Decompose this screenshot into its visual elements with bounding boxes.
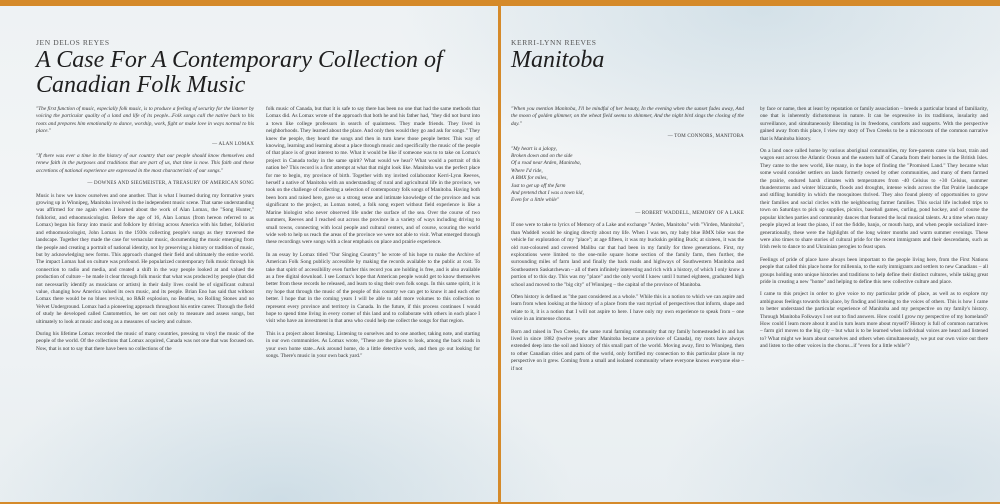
body-paragraph: folk music of Canada, but that it is safe to say there has been no one that had the same methods that Lomax did. As Lomax wrote of the approach that both he and his father had, "they did not burst into a town like college professors in search of quaintness. They made friends. They lived in neighborhoods. They learned about the place. And only then would they go and ask for songs." They knew the people, they heard the songs and then in turn knew those people better. This way of knowing, learning and learning about a place through music and specifically the music of the people of that place is of great interest to me. What it would be like if someone was to to take on Lomax's project in Canada today in the same spirit? What would we hear? What would a portrait of this nation be? This record is a first attempt at what that might look like. Manitoba was the perfect place for me to begin, my province of birth. Together with my invited collaborator Kerri-Lynn Reeves, herself a native of Manitoba with an understanding of rural and agricultural life in the province, we took on the challenge of collecting a selection of contemporary folk songs of Manitoba. Having both been born and raised here, gave us a strong sense and intimate knowledge of the province and was significant to the project, as Lomax noted, a folk song expert without field experience is like a Marine biologist who never observed life under the surface of the sea. Over the course of two summers, Reeves and I reached out across the province in a variety of ways including driving to small towns, connecting with local people and cultural centers, and of course, scouring the world wide web to help us reach the areas of the province we were not able to visit. What emerged through these recordings were songs with a clear emphasis on place and prairie experience. bbox=[266, 106, 480, 246]
body-paragraph: Feelings of pride of place have always been important to the people living here, from the First Nations people that called this place home for millennia, to the early immigrants and settlers to new Canadians – all groups holding onto unique histories and traditions to help define their distinct cultures, while taking great pride in creating a new "home" and helping to define this new collective culture and place. bbox=[760, 256, 988, 285]
epigraph-quote: "The first function of music, especially folk music, is to produce a feeling of security for the listener by voicing the particular quality of a land and life of its people...Folk songs call the native back to his roots and prepares him emotionally to dance, worship, work, fight or make love in ways normal to his place." bbox=[36, 106, 254, 135]
epigraph-quote: "When you mention Manitoba, I'll be mindful of her beauty, In the evening when the sunset fades away, And the moon of golden glimmer, on the wheat field seems to shimmer, And the night bird sings the closing of the day." bbox=[511, 106, 744, 127]
body-paragraph: During his lifetime Lomax recorded the music of many countries, pressing to vinyl the music of the people of the world. Of the collections that Lomax acquired, Canada was not one that was focused on. Now, that is not to say that there have been no collections of the bbox=[36, 330, 254, 352]
body-paragraph: Born and raised in Two Creeks, the same rural farming community that my family homesteaded in and has lived in since 1882 (twelve years after Manitoba became a province of Canada), my roots have always extended deep into the soil and history of this small part of the world. Moving away, first to Winnipeg, then to other Canadian cities and parts of the world, only fortified my connection to this particular place in my perspective on it grew. Coming from a small and isolated community where everyone knows everyone else – if not bbox=[511, 328, 744, 372]
poem-attribution: — ROBERT WADDELL, MEMORY OF A LAKE bbox=[635, 210, 744, 216]
right-article-title: Manitoba bbox=[511, 47, 605, 73]
body-paragraph: In an essay by Lomax titled "Our Singing Country" he wrote of his hope to make the Archive of American Folk Song publicly accessible by making the records available to the public at cost. To take that spirit of accessibility even further this record you are holding is free, and is also available as a free digital download. I see Lomax's hope that American people would get to know themselves better from these records he released, and learn to sing their own folk songs. In this same spirit, it is my hope that through the music of the people of this country we can get to know it and each other better. I hope that in the coming years I will be able to add more volumes to this collection to represent every province and territory in Canada. In the future, if this process continues I would hope to spend time living in every corner of this land and to collaborate with others in each place I visit who have an investment in that area who could help me collect the songs for that region. bbox=[266, 251, 480, 325]
right-column-2 bbox=[760, 106, 988, 356]
body-paragraph: This is a project about listening. Listening to ourselves and to one another, taking note, and starting in our own communities. As Lomax wrote, "These are the places to look, among the back roads in your own home state...Ask around home, do a little detective work, and then go out looking for songs. There's music in your own back yard." bbox=[266, 330, 480, 359]
body-paragraph: On a land once called home by various aboriginal communities, my fore-parents came via boat, train and wagon east across the Atlantic Ocean and the eastern half of Canada from their homes in the British Isles. They came to the new world, like many, in the hope of finding the "Promised Land." They became what some would consider settlers on lands formerly owned by other communities, and many of them farmed the prairie, endured harsh climates with temperatures from -40 Celsius to +30 Celsius, summer thunderstorms and winter blizzards, floods and droughts, intense winds across the flat Prairie landscape and stifling humidity in which the mosquitoes thrived. They also found plenty of opportunities to grow their families and social circles with the neighbouring farmer families. This social life included trips to town on Saturdays to pick up supplies, picnics, baseball games, curling, pond hockey, and of course the popular kitchen parties and community dances that featured the local musical talents. At a time when many people played at least the piano, if not the fiddle, banjo, or mouth harp, and when people socialized inter-generationally, these were the highlights of the long winter months and warm summer evenings. These were also times to share stories of cultural pride for the recent immigrants and their descendants, such as Irish reels to dance to and Ukrainian perogies to feast upon. bbox=[760, 148, 988, 251]
right-column-1 bbox=[511, 106, 744, 378]
epigraph-quote: "If there was ever a time in the history of our country that our people should know themselves and renew faith in the purposes and traditions that are part of us, that time is now. This faith and these accretions of national experience are expressed in the most characteristic of our songs." bbox=[36, 153, 254, 174]
right-author-byline: KERRI-LYNN REEVES bbox=[511, 38, 597, 47]
body-paragraph: Music is how we know ourselves and one another. That is what I learned during my formative years growing up in Winnipeg, Manitoba involved in the independent music scene. That same understanding was affirmed for me again when I learned about the work of Alan Lomax, the "Song Hunter," folklorist, and ethnomusicologist. Before the age of 16, Alan Lomax (from hereon referred to as Lomax) began his foray into music and folklore by driving across America with his father, folklorist and ethnomusicologist, John Lomax in the 1930s collecting people's songs as they traversed the landscape. Together they made the case for vernacular music, documenting the music emerging from the people and creating a portrait of national identity, not by preserving a history or tradition of music, but by acknowledging new forms. This approach changed their field and ultimately the entire world. The impact Lomax had on culture was profound. He popularized contemporary folk music through his connection to radio and media, and created a shift in the way people looked at and valued the production of culture – he made it clear through folk music that what was produced by people (that did not necessarily identify as musicians or artists) in their daily lives could be of significant cultural value, changing how America valued its own music, and its people. Brian Eno has said that without Lomax there would be no blues revival, no R&B explosion, no Beatles, no Rolling Stones and no Velvet Underground. Lomax had a pioneering approach throughout his entire career. Through the field of study he developed called Cantometrics, he set out not only to measure and assess songs, but ultimately to look at music and song as a measures of society and culture. bbox=[36, 192, 254, 325]
body-paragraph: If one were to take to lyrics of Memory of a Lake and exchange "Arden, Manitoba" with "Virden, Manitoba", than Waddell would be singing directly about my life. When I was ten, my baby blue BMX bike was the vehicle for exploration of my "place"; at age fifteen, it was my buckskin gelding Buck; at sixteen, it was the old rust-coloured and covered Malibu car that had been in my family for three generations. First, my explorations were limited to the one-mile square home section of the family farm, then further, the surrounding miles of farm land and finally the back roads and highways of Southwestern Manitoba and Southeastern Saskatchewan – all of them infinitely interesting and rich with a history, of which I only know a portion of to this day. This was my "place" and the only world I knew until I turned eighteen, graduated high school and moved to the "big city" of Winnipeg – the capital of the province of Manitoba. bbox=[511, 222, 744, 288]
left-page bbox=[0, 6, 498, 502]
left-column-2 bbox=[266, 106, 480, 365]
body-paragraph: Often history is defined as "the past considered as a whole." While this is a notion to which we can aspire and learn from when looking at the history of a place from the vast myriad of perspectives that inform, shape and relate to it, it is a notion that I will not aspire to here. I have only my own experience to speak from – one voice in an immense chorus. bbox=[511, 293, 744, 323]
right-page bbox=[501, 6, 1000, 502]
body-paragraph: I came to this project in order to give voice to my particular pride of place, as well as to explore my ambiguous feelings towards this place, by finding and listening to the voices of others. This is how I came to better understand the particular experience of Manitoba and my perspective on my family's history. Through Manitoba Folkways I set out to find answers. How could I grow my perspective of my homeland? How could I learn more about it and in turn learn more about myself? History is full of common narratives – farm girl moves to the big city – but what is to be learned when individual voices are heard and listened to? What might we learn about ourselves and others when simultaneously, we put our own voice out there and listen to the other voices in the chorus...if "even for a little while"? bbox=[760, 291, 988, 350]
poem-excerpt: "My heart is a jalopy, Broken down and on the side Of a road near Arden, Manitoba, Where I'd ride, A BMX for miles, Just to get up off the farm And pretend that I was a town kid, Even for a little while" bbox=[511, 145, 584, 204]
epigraph-attribution: — ALAN LOMAX bbox=[212, 141, 254, 147]
left-author-byline: JEN DELOS REYES bbox=[36, 38, 110, 47]
body-paragraph: by face or name, then at least by reputation or family association – breeds a particular brand of familiarity, one that is inherently dichotomous in nature. It can be expressive in its traditions, insularity and surveillance, and simultaneously liberating in its freedoms, comforts and supports. With the perspective gained away from this place, I view my story of Two Creeks to be a microcosm of the common narrative that is Manitoba history. bbox=[760, 106, 988, 142]
epigraph-attribution: — DOWNES AND SIEGMEISTER, A TREASURY OF AMERICAN SONG bbox=[87, 181, 254, 187]
left-article-title: A Case For A Contemporary Collection of Canadian Folk Music bbox=[36, 47, 443, 98]
epigraph-attribution: — TOM CONNORS, MANITOBA bbox=[667, 134, 744, 140]
left-column-1 bbox=[36, 106, 254, 358]
